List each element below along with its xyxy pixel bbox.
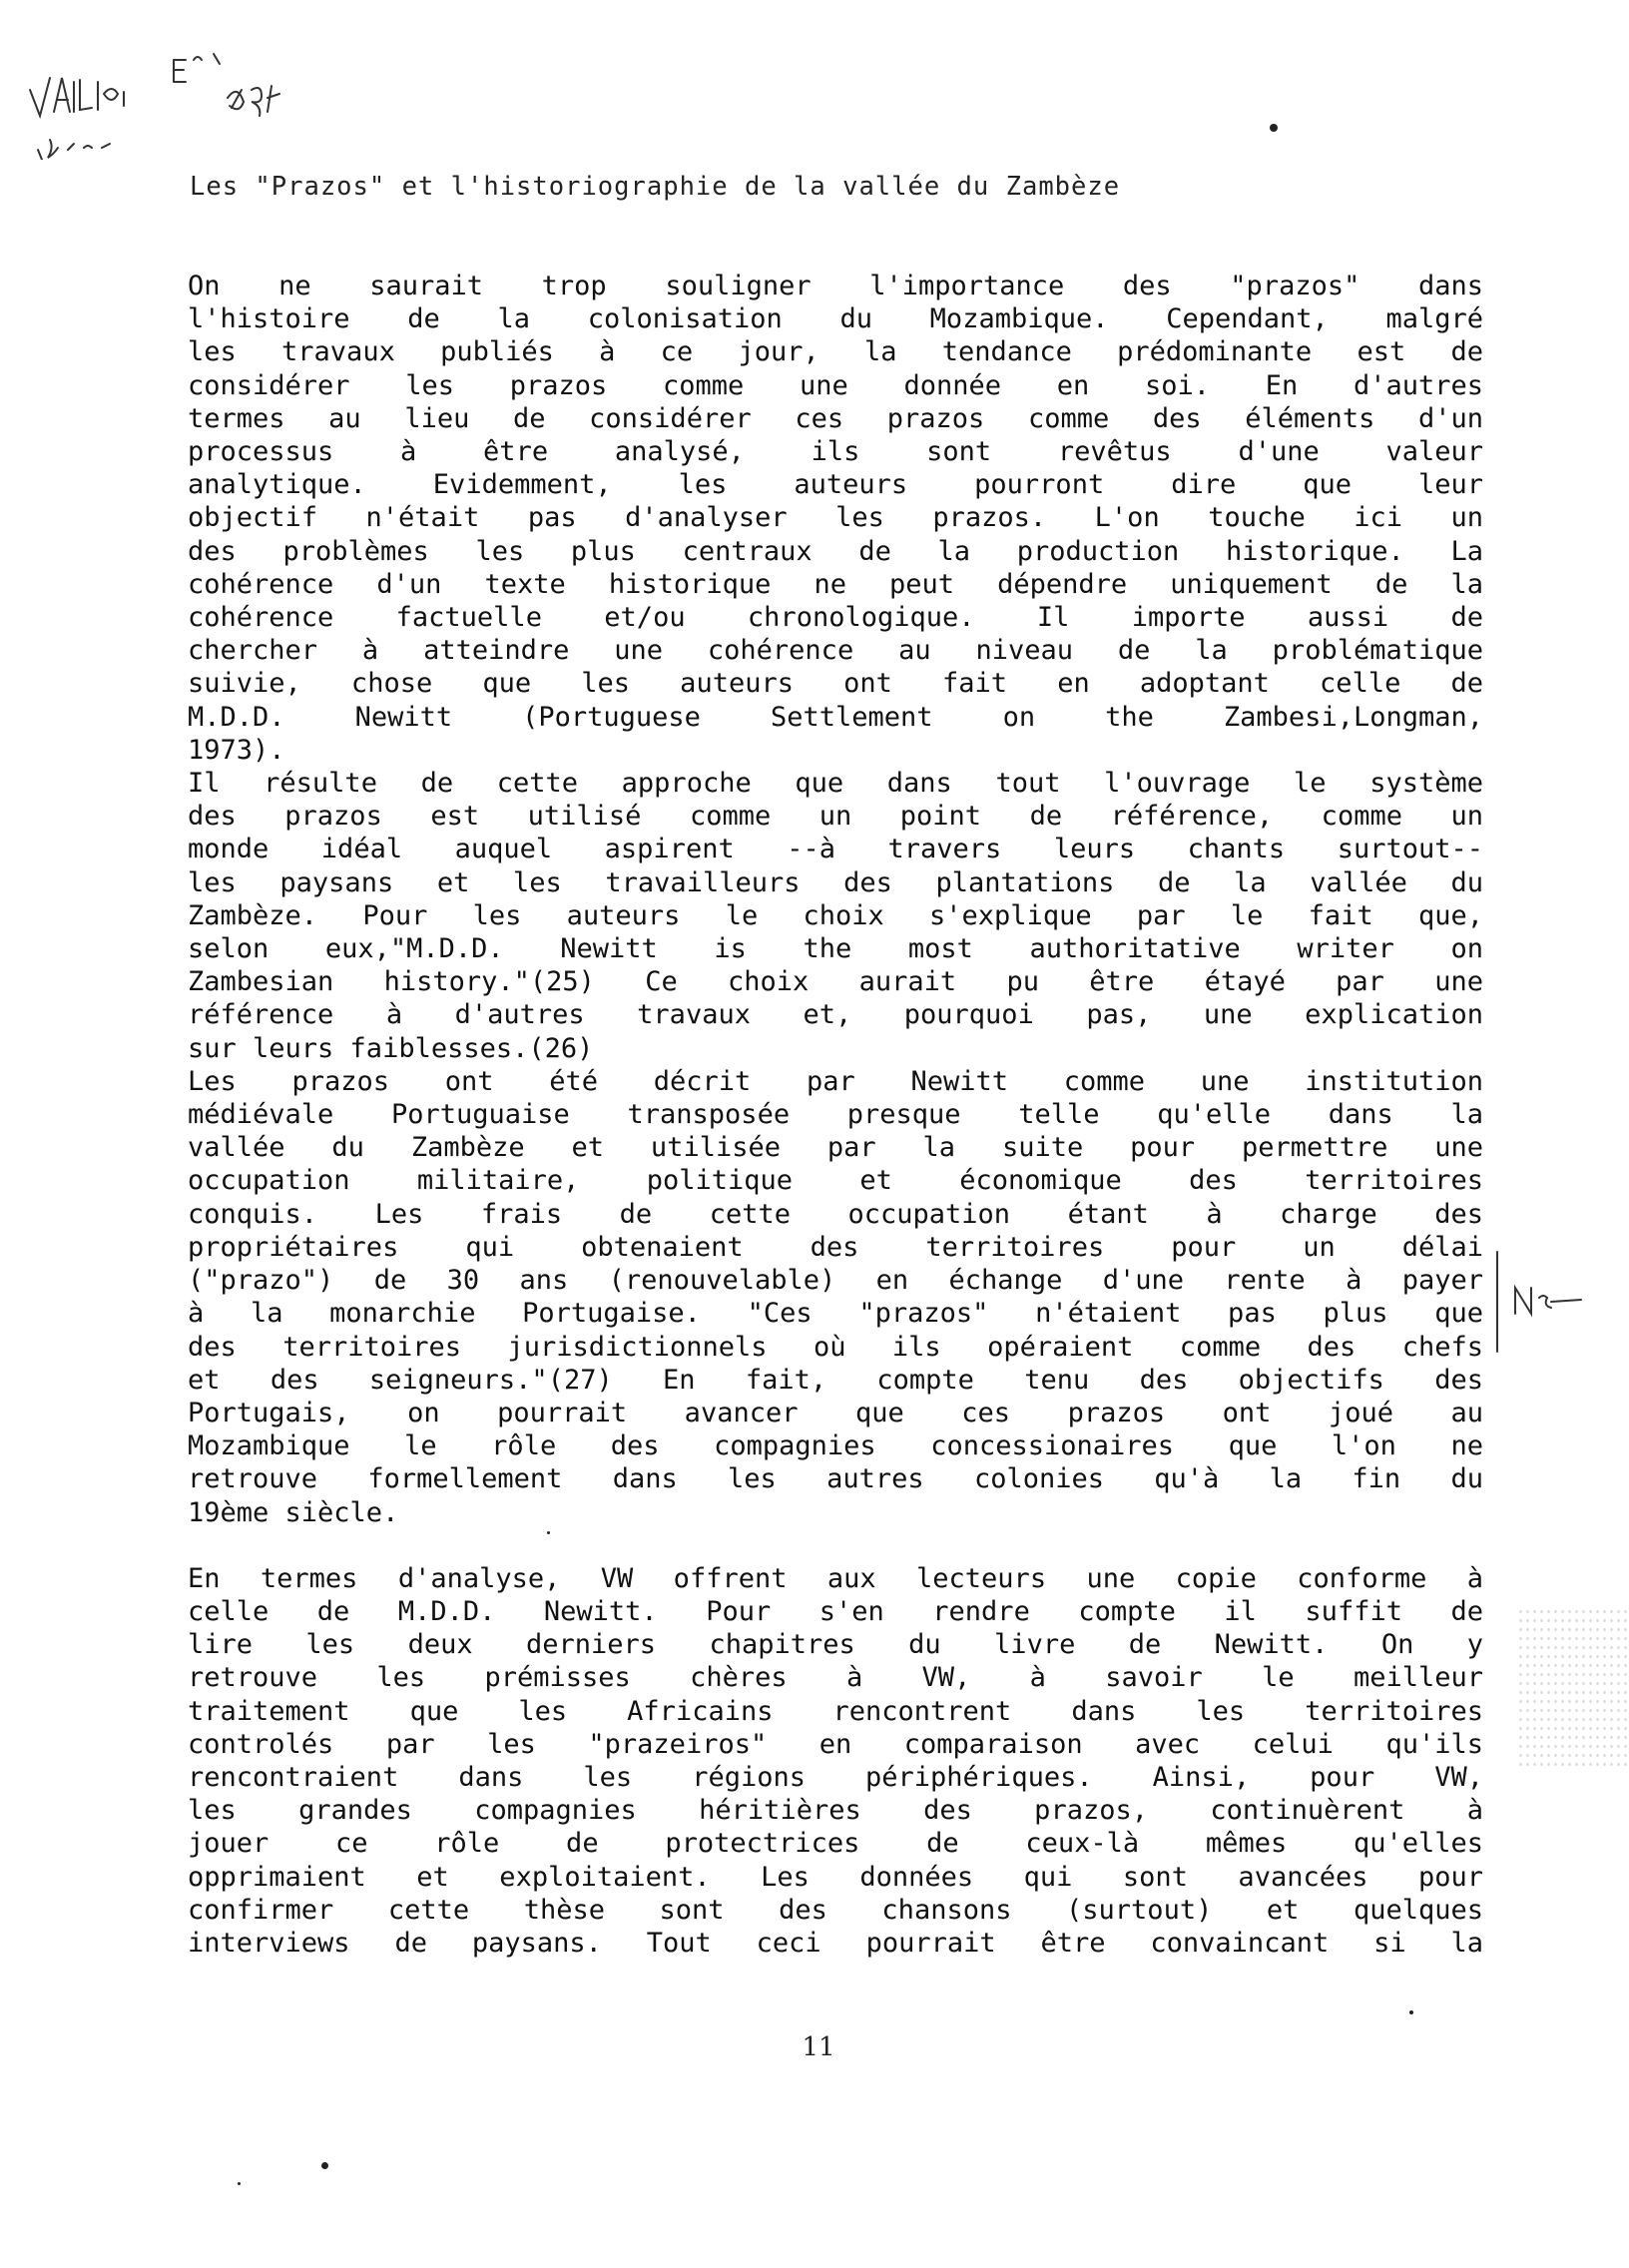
text-line: 19ème siècle. (188, 1496, 399, 1528)
paragraph-spacer (188, 1529, 1483, 1562)
document-body (188, 270, 1483, 1960)
handwritten-annotation (24, 20, 323, 160)
text-line: les travaux publiés à ce jour, la tendance prédominante est de (188, 336, 1483, 368)
scan-speck (238, 2182, 241, 2185)
text-line: référence à d'autres travaux et, pourquoi pas, une explication (188, 999, 1483, 1031)
text-line: monde idéal auquel aspirent --à travers leurs chants surtout-- (188, 834, 1483, 865)
margin-annotation (1489, 1248, 1589, 1358)
text-line: Zambèze. Pour les auteurs le choix s'explique par le fait que, (188, 899, 1483, 931)
text-line: M.D.D. Newitt (Portuguese Settlement on the Zambesi,Longman, (188, 701, 1483, 733)
text-line: En termes d'analyse, VW offrent aux lecteurs une copie conforme à (188, 1562, 1483, 1594)
paragraph (188, 1562, 1483, 1960)
text-line: des prazos est utilisé comme un point de référence, comme un (188, 801, 1483, 833)
text-line: 1973). (188, 734, 285, 766)
text-line: retrouve les prémisses chères à VW, à savoir le meilleur (188, 1662, 1483, 1694)
text-line: médiévale Portuguaise transposée presque telle qu'elle dans la (188, 1099, 1483, 1131)
text-line: Portugais, on pourrait avancer que ces prazos ont joué au (188, 1397, 1483, 1428)
text-line: lire les deux derniers chapitres du livre de Newitt. On y (188, 1629, 1483, 1661)
scan-speck (1409, 2010, 1413, 2014)
text-line: confirmer cette thèse sont des chansons (surtout) et quelques (188, 1894, 1483, 1926)
text-line: traitement que les Africains rencontrent dans les territoires (188, 1695, 1483, 1727)
text-line: On ne saurait trop souligner l'importance des "prazos" dans (188, 271, 1483, 301)
document-title: Les "Prazos" et l'historiographie de la vallée du Zambèze (190, 172, 1121, 202)
text-line: sur leurs faiblesses.(26) (188, 1032, 594, 1064)
text-line: opprimaient et exploitaient. Les données qui sont avancées pour (188, 1861, 1483, 1893)
text-line: les paysans et les travailleurs des plantations de la vallée du (188, 866, 1483, 898)
text-line: suivie, chose que les auteurs ont fait en adoptant celle de (188, 668, 1483, 700)
text-line: ("prazo") de 30 ans (renouvelable) en échange d'une rente à payer (188, 1265, 1483, 1297)
text-line: occupation militaire, politique et économique des territoires (188, 1165, 1483, 1197)
text-line: rencontraient dans les régions périphériques. Ainsi, pour VW, (188, 1761, 1483, 1793)
text-line: des problèmes les plus centraux de la production historique. La (188, 535, 1483, 567)
text-line: l'histoire de la colonisation du Mozambique. Cependant, malgré (188, 303, 1483, 335)
text-line: à la monarchie Portugaise. "Ces "prazos" n'étaient pas plus que (188, 1298, 1483, 1330)
paragraph (188, 767, 1483, 1065)
text-line: Zambesian history."(25) Ce choix aurait pu être étayé par une (188, 966, 1483, 998)
scan-speck (321, 2162, 328, 2169)
page-number: 11 (802, 2032, 835, 2062)
paragraph (188, 1065, 1483, 1529)
margin-bracket-scribble (1489, 1248, 1589, 1358)
handwriting-scribble (24, 20, 323, 160)
text-line: conquis. Les frais de cette occupation étant à charge des (188, 1198, 1483, 1230)
paragraph (188, 270, 1483, 767)
text-line: processus à être analysé, ils sont revêtus d'une valeur (188, 436, 1483, 468)
text-line: des territoires jurisdictionnels où ils opéraient comme des chefs (188, 1331, 1483, 1363)
scan-speck (1270, 124, 1278, 132)
text-line: vallée du Zambèze et utilisée par la suite pour permettre une (188, 1132, 1483, 1164)
text-line: celle de M.D.D. Newitt. Pour s'en rendre compte il suffit de (188, 1595, 1483, 1627)
text-line: analytique. Evidemment, les auteurs pourront dire que leur (188, 469, 1483, 501)
text-line: Mozambique le rôle des compagnies concessionaires que l'on ne (188, 1430, 1483, 1462)
text-line: Il résulte de cette approche que dans tout l'ouvrage le système (188, 768, 1483, 800)
text-line: objectif n'était pas d'analyser les prazos. L'on touche ici un (188, 502, 1483, 534)
scan-speck (547, 1531, 550, 1534)
text-line: cohérence d'un texte historique ne peut dépendre uniquement de la (188, 568, 1483, 600)
text-line: termes au lieu de considérer ces prazos comme des éléments d'un (188, 402, 1483, 434)
text-line: chercher à atteindre une cohérence au niveau de la problématique (188, 635, 1483, 667)
text-line: interviews de paysans. Tout ceci pourrait être convaincant si la (188, 1927, 1483, 1959)
text-line: jouer ce rôle de protectrices de ceux-là mêmes qu'elles (188, 1828, 1483, 1860)
text-line: propriétaires qui obtenaient des territoires pour un délai (188, 1231, 1483, 1263)
text-line: et des seigneurs."(27) En fait, compte tenu des objectifs des (188, 1364, 1483, 1396)
text-line: retrouve formellement dans les autres colonies qu'à la fin du (188, 1463, 1483, 1495)
scan-noise (1517, 1607, 1627, 1767)
text-line: controlés par les "prazeiros" en comparaison avec celui qu'ils (188, 1728, 1483, 1760)
text-line: considérer les prazos comme une donnée en soi. En d'autres (188, 369, 1483, 401)
text-line: Les prazos ont été décrit par Newitt comme une institution (188, 1065, 1483, 1097)
text-line: selon eux,"M.D.D. Newitt is the most authoritative writer on (188, 933, 1483, 965)
text-line: les grandes compagnies héritières des prazos, continuèrent à (188, 1795, 1483, 1827)
text-line: cohérence factuelle et/ou chronologique. Il importe aussi de (188, 602, 1483, 634)
